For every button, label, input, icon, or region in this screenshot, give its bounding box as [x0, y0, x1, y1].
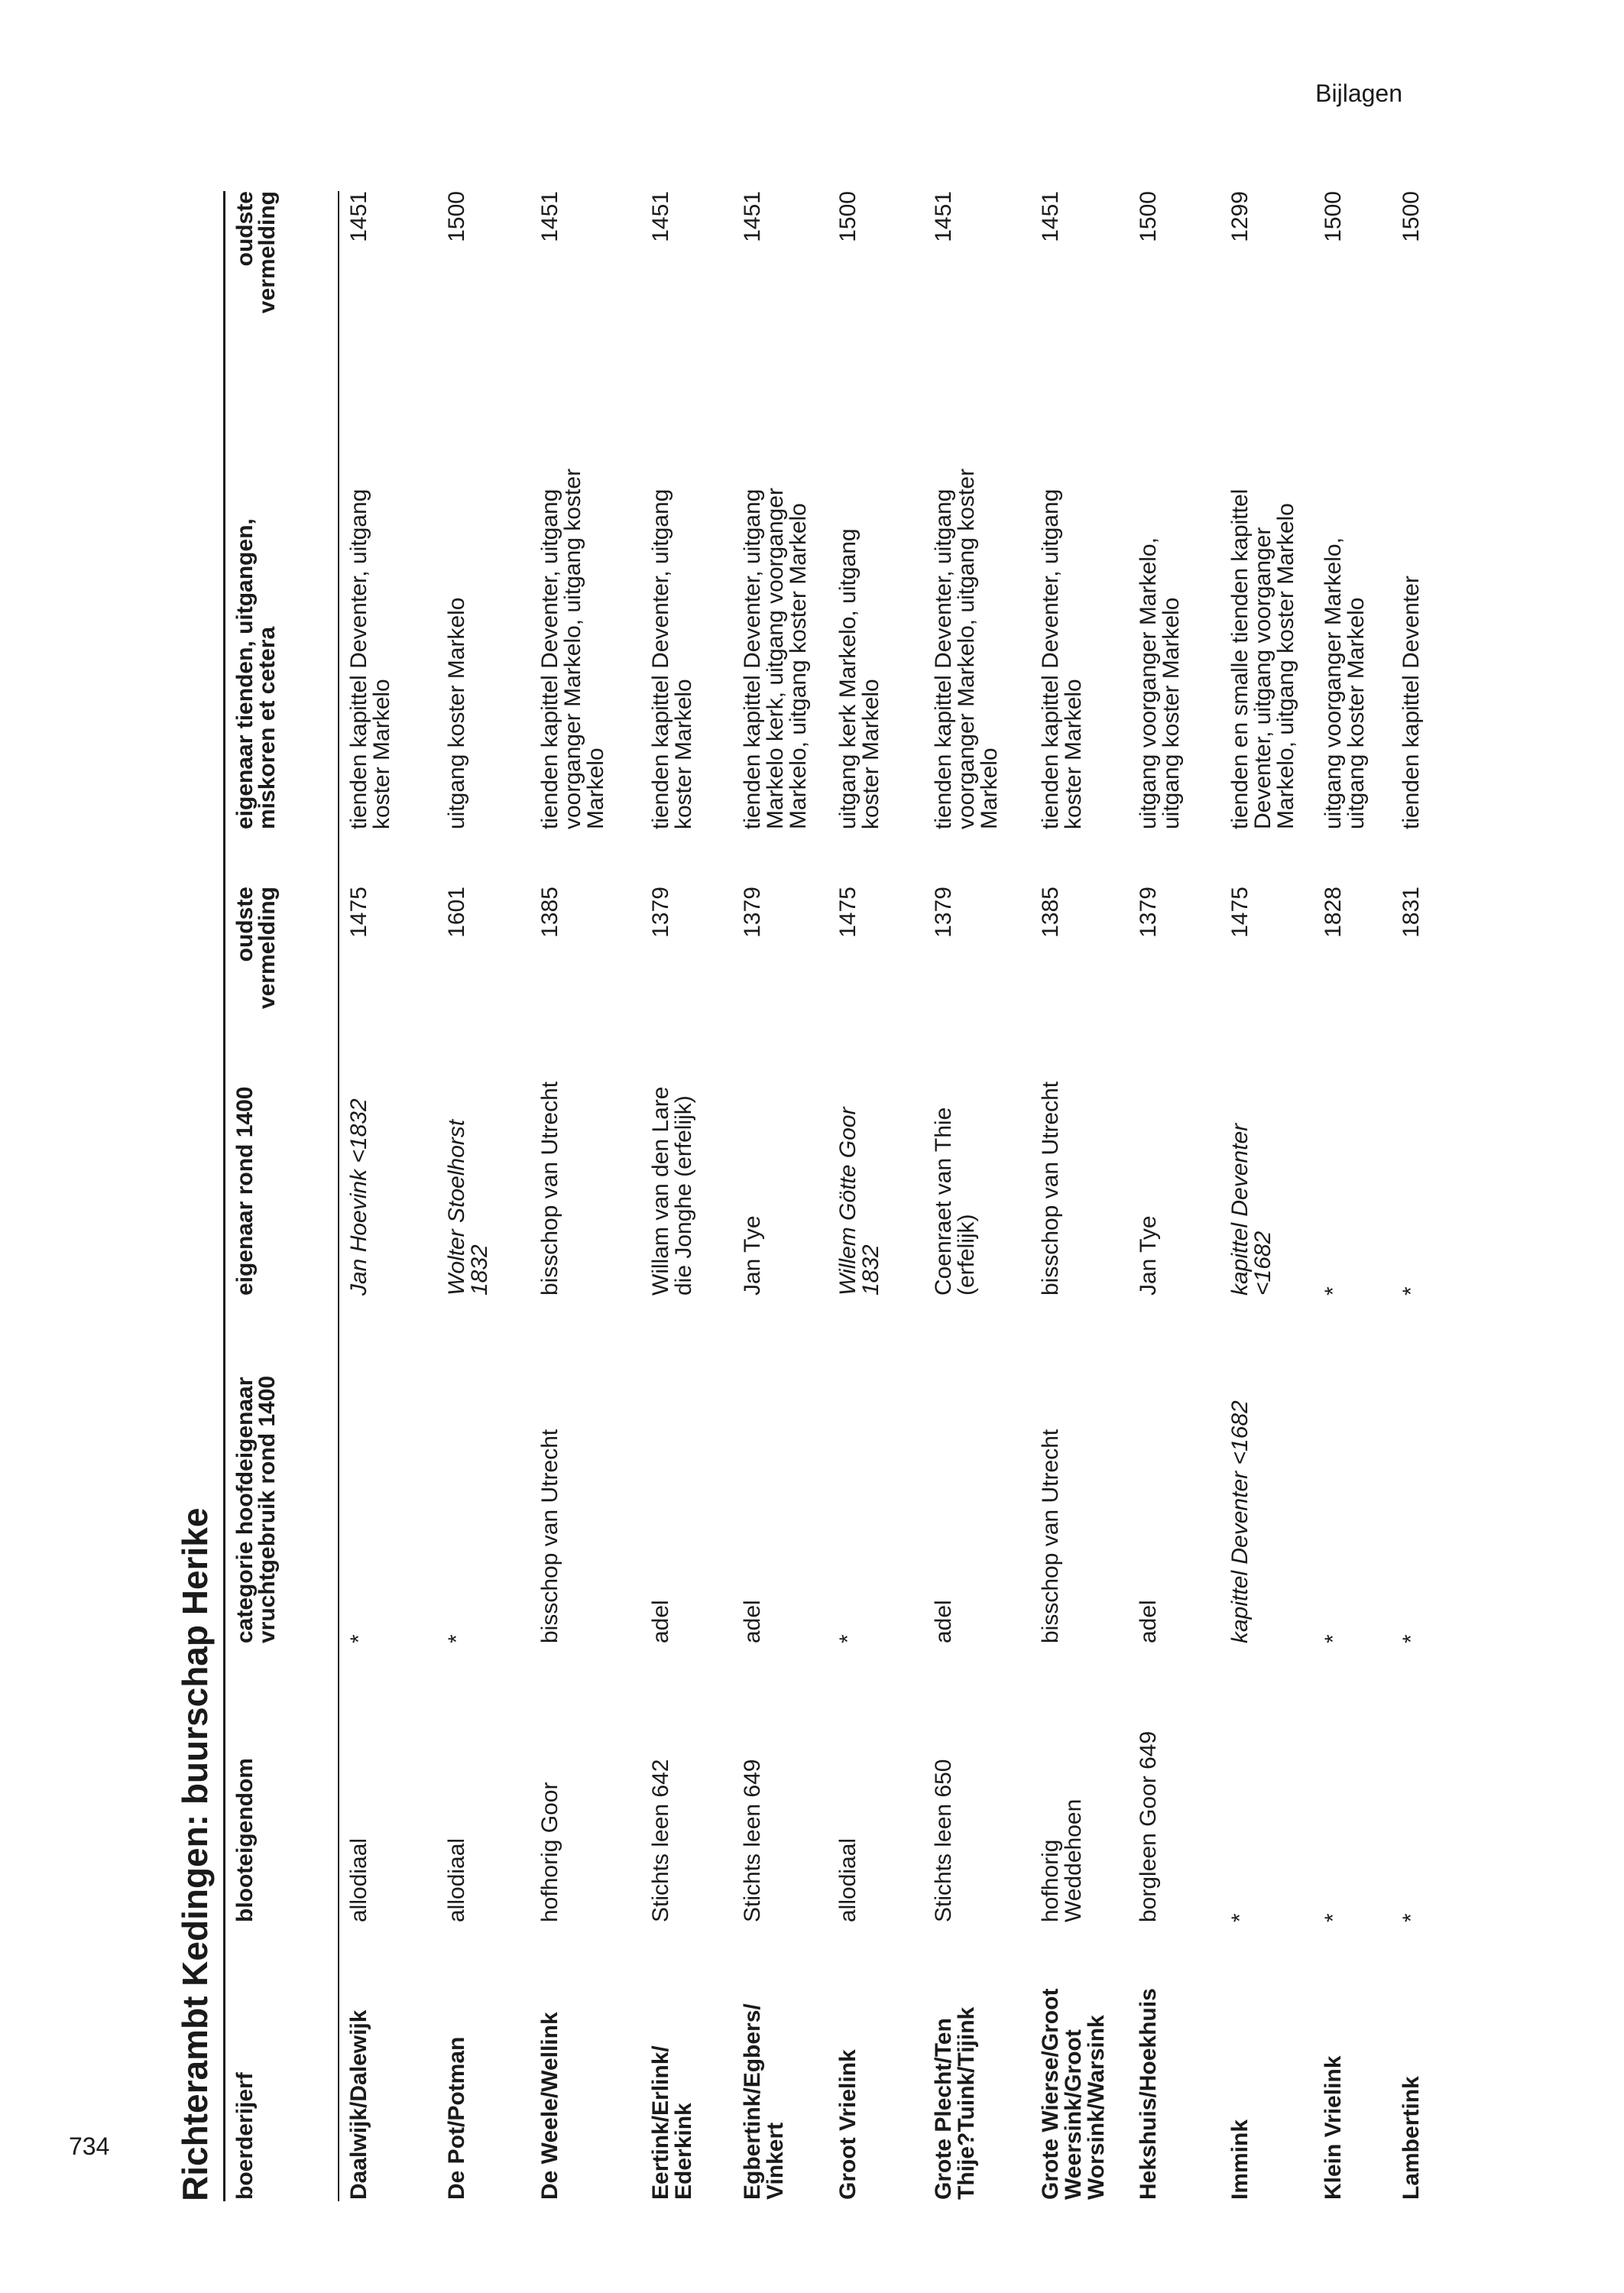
cell-categorie: *: [1399, 1634, 1424, 1643]
cell-oudste-vermelding-1: 1379: [648, 887, 673, 938]
cell-boerderijerf: Egbertink/Egbers/ Vinkert: [740, 2003, 788, 2200]
cell-oudste-vermelding-1: 1385: [1038, 887, 1063, 938]
cell-categorie: *: [346, 1634, 371, 1643]
cell-oudste-vermelding-2: 1451: [1038, 191, 1063, 242]
cell-oudste-vermelding-1: 1828: [1321, 887, 1346, 938]
cell-blooteigendom: *: [1399, 1913, 1424, 1922]
cell-categorie: adel: [740, 1600, 765, 1643]
cell-eigenaar-tienden: tienden kapittel Deventer, uitgang koster Markelo: [1038, 488, 1086, 829]
header-categorie: categorie hoofdeigenaar vruchtgebruik rond 1400: [232, 1375, 280, 1643]
header-boerderijerf: boerderijerf: [232, 2072, 258, 2200]
cell-oudste-vermelding-2: 1451: [537, 191, 562, 242]
cell-oudste-vermelding-1: 1475: [346, 887, 371, 938]
cell-eigenaar-tienden: tienden kapittel Deventer, uitgang Markelo kerk, uitgang voorganger Markelo, uitgang koster Markelo: [740, 488, 811, 829]
cell-eigenaar-1400: Jan Tye: [740, 1215, 765, 1296]
cell-boerderijerf: Klein Vrielink: [1321, 2055, 1346, 2200]
cell-oudste-vermelding-2: 1500: [835, 191, 861, 242]
cell-blooteigendom: hofhorig Weddehoen: [1038, 1798, 1086, 1922]
cell-oudste-vermelding-2: 1451: [346, 191, 371, 242]
cell-blooteigendom: *: [1227, 1913, 1253, 1922]
header-oudste-vermelding-2: oudste vermelding: [232, 191, 280, 314]
cell-eigenaar-1400: Jan Tye: [1136, 1215, 1161, 1296]
cell-boerderijerf: Hekshuis/Hoekhuis: [1136, 1988, 1161, 2200]
cell-boerderijerf: Groot Vrielink: [835, 2049, 861, 2200]
cell-blooteigendom: *: [1321, 1913, 1346, 1922]
cell-eigenaar-tienden: tienden kapittel Deventer, uitgang voorganger Markelo, uitgang koster Markelo: [931, 469, 1002, 829]
cell-eigenaar-tienden: uitgang voorganger Markelo, uitgang koster Markelo: [1321, 537, 1369, 829]
cell-boerderijerf: De Pot/Potman: [444, 2036, 469, 2200]
cell-categorie: adel: [648, 1600, 673, 1643]
cell-eigenaar-tienden: uitgang kerk Markelo, uitgang koster Markelo: [835, 528, 883, 829]
cell-blooteigendom: allodiaal: [346, 1837, 371, 1922]
cell-eigenaar-tienden: uitgang koster Markelo: [444, 597, 469, 829]
cell-oudste-vermelding-1: 1385: [537, 887, 562, 938]
cell-oudste-vermelding-2: 1500: [1321, 191, 1346, 242]
cell-oudste-vermelding-2: 1500: [1136, 191, 1161, 242]
cell-blooteigendom: allodiaal: [835, 1837, 861, 1922]
cell-blooteigendom: hofhorig Goor: [537, 1782, 562, 1922]
header-blooteigendom: blooteigendom: [232, 1758, 258, 1922]
cell-oudste-vermelding-1: 1601: [444, 887, 469, 938]
cell-oudste-vermelding-1: 1831: [1399, 887, 1424, 938]
cell-categorie: *: [1321, 1634, 1346, 1643]
table-top-rule: [223, 191, 225, 2201]
cell-boerderijerf: Eertink/Erlink/ Ederkink: [648, 2045, 696, 2200]
cell-boerderijerf: Daalwijk/Dalewijk: [346, 2009, 371, 2200]
cell-oudste-vermelding-2: 1451: [648, 191, 673, 242]
cell-eigenaar-1400: Wolter Stoelhorst 1832: [444, 1119, 492, 1296]
cell-eigenaar-1400: Coenraet van Thie (erfelijk): [931, 1107, 979, 1296]
cell-blooteigendom: Stichts leen 642: [648, 1759, 673, 1922]
cell-oudste-vermelding-2: 1500: [444, 191, 469, 242]
cell-boerderijerf: Grote Wierse/Groot Weersink/Groot Worsink/Warsink: [1038, 1988, 1109, 2200]
cell-eigenaar-1400: *: [1321, 1286, 1346, 1296]
page-number: 734: [69, 2132, 110, 2160]
cell-blooteigendom: Stichts leen 650: [931, 1759, 956, 1922]
cell-categorie: *: [444, 1634, 469, 1643]
cell-oudste-vermelding-1: 1379: [740, 887, 765, 938]
cell-blooteigendom: allodiaal: [444, 1837, 469, 1922]
cell-boerderijerf: De Weele/Wellink: [537, 2012, 562, 2200]
cell-categorie: adel: [1136, 1600, 1161, 1643]
cell-categorie: kapittel Deventer <1682: [1227, 1400, 1253, 1643]
cell-eigenaar-1400: bisschop van Utrecht: [537, 1081, 562, 1296]
cell-categorie: *: [835, 1634, 861, 1643]
cell-oudste-vermelding-2: 1451: [740, 191, 765, 242]
cell-eigenaar-tienden: tienden kapittel Deventer, uitgang koster Markelo: [648, 488, 696, 829]
header-oudste-vermelding-1: oudste vermelding: [232, 887, 280, 1010]
cell-boerderijerf: Grote Plecht/Ten Thije?Tuink/Tijink: [931, 2006, 979, 2200]
cell-eigenaar-tienden: uitgang voorganger Markelo, uitgang koster Markelo: [1136, 537, 1184, 829]
cell-eigenaar-tienden: tienden kapittel Deventer: [1399, 576, 1424, 829]
table-title: Richterambt Kedingen: buurschap Herike: [175, 1507, 215, 2201]
header-eigenaar-1400: eigenaar rond 1400: [232, 1086, 258, 1296]
cell-oudste-vermelding-2: 1299: [1227, 191, 1253, 242]
cell-categorie: bisschop van Utrecht: [537, 1429, 562, 1643]
cell-oudste-vermelding-1: 1379: [931, 887, 956, 938]
cell-eigenaar-1400: Willem Götte Goor 1832: [835, 1107, 883, 1296]
header-eigenaar-tienden: eigenaar tienden, uitgangen, miskoren et cetera: [232, 518, 280, 829]
cell-categorie: adel: [931, 1600, 956, 1643]
cell-oudste-vermelding-1: 1475: [835, 887, 861, 938]
cell-boerderijerf: Immink: [1227, 2119, 1253, 2200]
cell-eigenaar-1400: kapittel Deventer <1682: [1227, 1123, 1276, 1296]
header-rule: [338, 191, 339, 2201]
cell-blooteigendom: borgleen Goor 649: [1136, 1730, 1161, 1922]
cell-eigenaar-tienden: tienden en smalle tienden kapittel Deventer, uitgang voorganger Markelo, uitgang koster Markelo: [1227, 488, 1298, 829]
cell-eigenaar-1400: Jan Hoevink <1832: [346, 1098, 371, 1296]
cell-eigenaar-1400: *: [1399, 1286, 1424, 1296]
cell-oudste-vermelding-2: 1500: [1399, 191, 1424, 242]
cell-blooteigendom: Stichts leen 649: [740, 1759, 765, 1922]
cell-oudste-vermelding-1: 1475: [1227, 887, 1253, 938]
rotated-table: [160, 168, 1424, 2201]
cell-eigenaar-tienden: tienden kapittel Deventer, uitgang koster Markelo: [346, 488, 394, 829]
cell-oudste-vermelding-2: 1451: [931, 191, 956, 242]
cell-categorie: bisschop van Utrecht: [1038, 1429, 1063, 1643]
cell-oudste-vermelding-1: 1379: [1136, 887, 1161, 938]
running-head: Bijlagen: [1315, 79, 1402, 107]
cell-boerderijerf: Lambertink: [1399, 2076, 1424, 2200]
cell-eigenaar-tienden: tienden kapittel Deventer, uitgang voorganger Markelo, uitgang koster Markelo: [537, 469, 608, 829]
cell-eigenaar-1400: Willam van den Lare die Jonghe (erfelijk): [648, 1086, 696, 1296]
cell-eigenaar-1400: bisschop van Utrecht: [1038, 1081, 1063, 1296]
